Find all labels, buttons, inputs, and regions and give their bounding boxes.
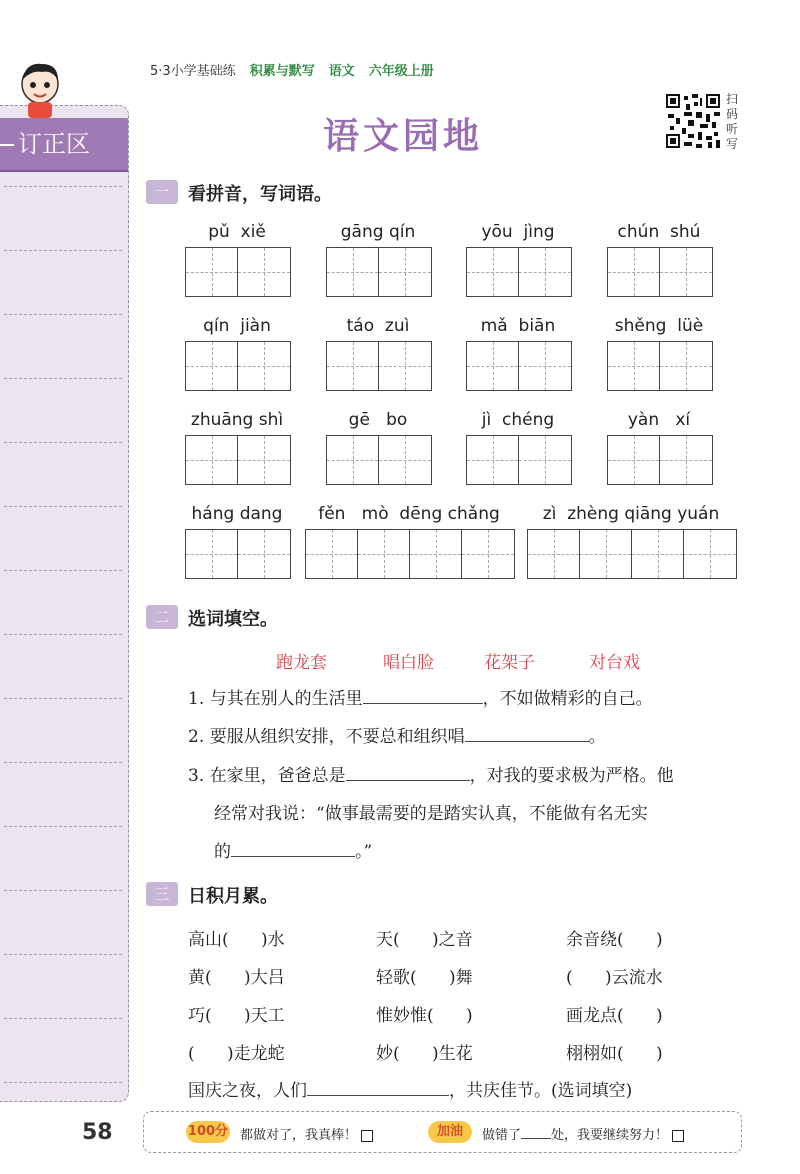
pinyin-label: pǔ xiě [208,222,266,242]
word-option: 跑龙套 [276,653,327,673]
question-3-line-2: 经常对我说：“做事最需要的是踏实认真，不能做有名无实 [214,804,648,824]
grid-cell[interactable] [462,530,514,578]
sidebar-rule-line [4,890,122,891]
grid-cell[interactable] [519,342,571,390]
section-2-title: 选词填空。 [188,609,278,630]
grid-cell[interactable] [410,530,462,578]
sidebar-rule-line [4,442,122,443]
pinyin-label: táo zuì [346,316,410,336]
grid-cell[interactable] [186,342,238,390]
sidebar-rule-line [4,186,122,187]
idiom-item[interactable]: 画龙点( ) [566,1006,663,1026]
grid-cell[interactable] [306,530,358,578]
grid-cell[interactable] [186,436,238,484]
page-title: 语文园地 [323,116,484,157]
section-3-title: 日积月累。 [188,886,278,907]
grid-cell[interactable] [660,248,712,296]
grid-cell[interactable] [186,530,238,578]
qr-code-icon[interactable] [664,92,722,150]
sidebar-rule-line [4,378,122,379]
grid-cell[interactable] [467,248,519,296]
grid-cell[interactable] [519,436,571,484]
answer-blank-1[interactable] [363,685,483,704]
all-correct-checkbox[interactable] [361,1130,373,1142]
writing-grid[interactable] [185,247,291,297]
writing-grid[interactable] [326,435,432,485]
errors-text: 做错了 处，我要继续努力！ [482,1124,684,1143]
idiom-item[interactable]: 黄( )大吕 [188,968,285,988]
page-number: 58 [82,1120,113,1145]
pinyin-label: gāng qín [340,222,416,242]
pinyin-label: jì chéng [481,410,555,430]
grid-cell[interactable] [358,530,410,578]
grid-cell[interactable] [467,342,519,390]
pinyin-label: gē bo [348,410,408,430]
answer-blank-3[interactable] [346,762,470,781]
grid-cell[interactable] [528,530,580,578]
idiom-item[interactable]: 巧( )天工 [188,1006,285,1026]
question-1: 1. 与其在别人的生活里 ，不如做精彩的自己。 [188,684,653,709]
writing-grid[interactable] [305,529,515,579]
sidebar-rule-line [4,570,122,571]
question-3: 3. 在家里，爸爸总是 ，对我的要求极为严格。他 [188,761,674,786]
grid-cell[interactable] [327,342,379,390]
question-3-line-3: 的 。” [214,837,372,862]
section-1-title: 看拼音，写词语。 [188,184,332,205]
answer-blank-2[interactable] [465,723,589,742]
idiom-fill-sentence: 国庆之夜，人们 ，共庆佳节。(选词填空) [188,1076,632,1101]
cheer-badge: 加油 [428,1121,472,1143]
grid-cell[interactable] [379,248,431,296]
section-1-badge: 一 [146,180,178,204]
series-tag-1: 积累与默写 [249,64,315,79]
writing-grid[interactable] [607,247,713,297]
pinyin-label: qín jiàn [203,316,271,336]
pinyin-label: zhuāng shì [190,410,284,430]
pinyin-label: mǎ biān [480,316,556,336]
sidebar-rule-line [4,634,122,635]
grid-cell[interactable] [238,530,290,578]
writing-grid[interactable] [466,435,572,485]
grid-cell[interactable] [608,248,660,296]
sidebar-rule-line [4,826,122,827]
writing-grid[interactable] [185,435,291,485]
idiom-item[interactable]: 妙( )生花 [376,1044,473,1064]
keep-trying-checkbox[interactable] [672,1130,684,1142]
sidebar-rule-line [4,506,122,507]
question-2: 2. 要服从组织安排，不要总和组织唱 。 [188,722,606,747]
grid-cell[interactable] [327,436,379,484]
writing-grid[interactable] [185,529,291,579]
writing-grid[interactable] [607,341,713,391]
answer-blank-5[interactable] [307,1077,449,1096]
writing-grid[interactable] [185,341,291,391]
answer-blank-4[interactable] [231,838,355,857]
error-count-blank[interactable] [521,1125,551,1139]
idiom-item[interactable]: 余音绕( ) [566,930,663,950]
book-series-line [150,60,434,79]
sidebar-rule-line [4,698,122,699]
idiom-item[interactable]: 高山( )水 [188,930,285,950]
grid-cell[interactable] [186,248,238,296]
correction-sidebar [0,105,129,1102]
series-name: 5·3小学基础练 [150,64,236,79]
grid-cell[interactable] [327,248,379,296]
idiom-item[interactable]: 天( )之音 [376,930,473,950]
pinyin-label: háng dang [191,504,283,524]
sidebar-rule-line [4,1018,122,1019]
grid-cell[interactable] [519,248,571,296]
pinyin-label: fěn mò dēng chǎng [318,504,500,524]
self-check-bar [143,1111,742,1153]
idiom-item[interactable]: 惟妙惟( ) [376,1006,473,1026]
idiom-item[interactable]: 栩栩如( ) [566,1044,663,1064]
pinyin-label: yōu jìng [481,222,555,242]
sidebar-rule-line [4,314,122,315]
grid-cell[interactable] [684,530,736,578]
writing-grid[interactable] [466,341,572,391]
idiom-item[interactable]: ( )云流水 [566,968,663,988]
idiom-item[interactable]: ( )走龙蛇 [188,1044,285,1064]
pinyin-label: zì zhèng qiāng yuán [542,504,720,524]
grid-cell[interactable] [238,248,290,296]
idiom-item[interactable]: 轻歌( )舞 [376,968,473,988]
word-option: 唱白脸 [383,653,434,673]
grid-cell[interactable] [660,436,712,484]
series-tag-2: 语文 [328,64,355,79]
section-2-badge: 二 [146,605,178,629]
writing-grid[interactable] [527,529,737,579]
word-option: 花架子 [484,653,535,673]
pinyin-label: chún shú [617,222,701,242]
writing-grid[interactable] [326,247,432,297]
grid-cell[interactable] [379,342,431,390]
series-tag-3: 六年级上册 [368,64,434,79]
sidebar-rule-line [4,762,122,763]
correction-tab: 订正区 [0,118,128,170]
grid-cell[interactable] [608,436,660,484]
grid-cell[interactable] [467,436,519,484]
grid-cell[interactable] [608,342,660,390]
sidebar-rule-line [4,954,122,955]
grid-cell[interactable] [632,530,684,578]
sidebar-rule-line [4,1082,122,1083]
grid-cell[interactable] [238,342,290,390]
full-score-badge: 100分 [186,1121,230,1143]
scan-to-listen-label: 扫码听写 [726,92,739,151]
writing-grid[interactable] [466,247,572,297]
writing-grid[interactable] [326,341,432,391]
all-correct-text: 都做对了，我真棒！ [240,1124,373,1143]
word-option: 对台戏 [589,653,640,673]
pinyin-label: shěng lüè [614,316,704,336]
writing-grid[interactable] [607,435,713,485]
grid-cell[interactable] [580,530,632,578]
grid-cell[interactable] [238,436,290,484]
grid-cell[interactable] [379,436,431,484]
grid-cell[interactable] [660,342,712,390]
sidebar-rule-line [4,250,122,251]
section-3-badge: 三 [146,882,178,906]
cartoon-boy-icon [12,58,68,120]
pinyin-label: yàn xí [627,410,691,430]
